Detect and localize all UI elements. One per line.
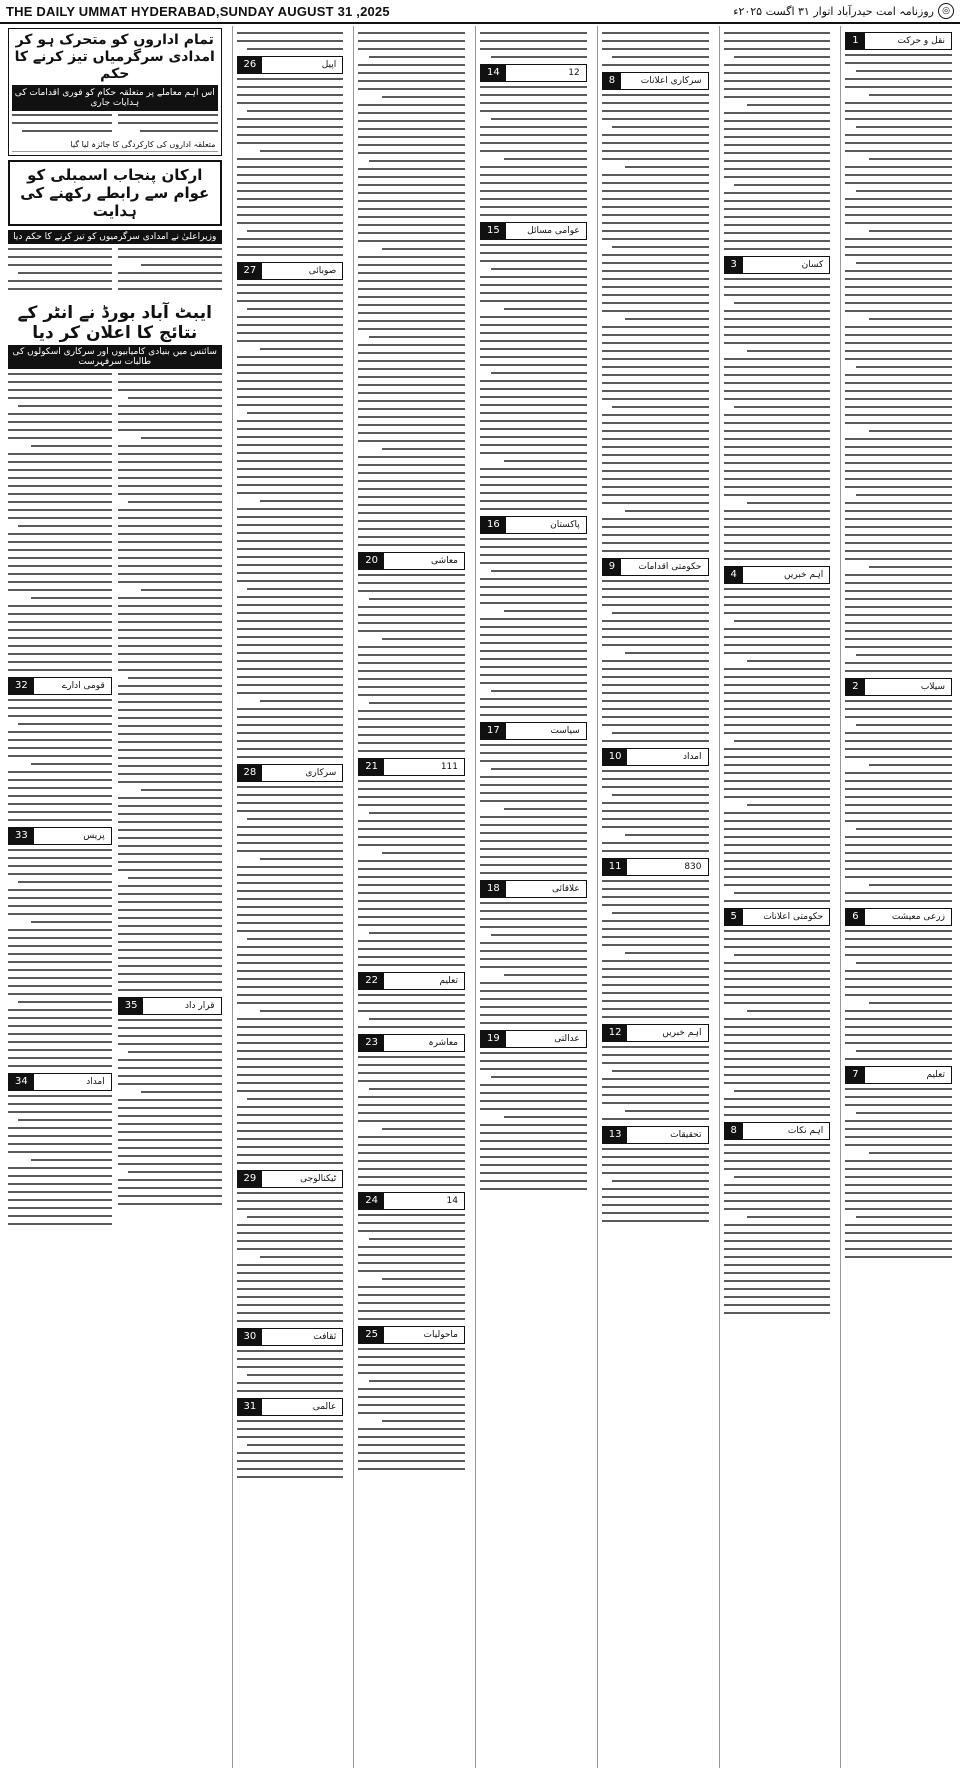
text-block <box>358 574 465 752</box>
text-block <box>480 86 587 216</box>
results-headline: ایبٹ آباد بورڈ نے انٹر کے نتائج کا اعلان کر دیا <box>17 303 212 344</box>
ummat-logo-icon: ◎ <box>938 3 954 19</box>
lead-headline: تمام اداروں کو متحرک ہو کر امدادی سرگرمیاں تیز کرنے کا حکم <box>14 32 215 82</box>
text-block <box>724 1144 831 1314</box>
section-title: نقل و حرکت <box>897 36 945 46</box>
section-header <box>724 566 831 584</box>
section-header <box>480 1030 587 1048</box>
text-block <box>358 1056 465 1186</box>
headline-band: اس اہم معاملے پر متعلقہ حکام کو فوری اقدامات کی ہدایات جاری <box>12 85 218 111</box>
section-title: امداد <box>682 752 702 762</box>
section-header <box>237 1170 344 1188</box>
text-block <box>8 849 112 1067</box>
section-title: قومی ادارے <box>61 681 105 692</box>
section-header <box>237 56 344 74</box>
text-block <box>118 373 222 991</box>
section-title: ثقافت <box>313 1332 337 1342</box>
section-title: سرکاری اعلانات <box>640 76 702 86</box>
section-number: 13 <box>603 1127 628 1143</box>
section-header <box>8 677 112 695</box>
section-number: 10 <box>603 749 628 765</box>
section-header <box>480 516 587 534</box>
section-header <box>602 1126 709 1144</box>
section-title: عدالتی <box>554 1034 580 1044</box>
section-number: 29 <box>238 1171 263 1187</box>
section-header <box>724 256 831 274</box>
section-header <box>480 722 587 740</box>
section-title: حکومتی اعلانات <box>763 912 824 922</box>
text-block <box>480 32 587 58</box>
section-number: 19 <box>481 1031 506 1047</box>
section-header <box>237 262 344 280</box>
text-block <box>480 1052 587 1190</box>
section-number: 6 <box>846 909 864 925</box>
text-block <box>8 1095 112 1225</box>
section-header <box>118 997 222 1015</box>
section-title: 12 <box>568 68 580 78</box>
section-number: 4 <box>725 567 743 583</box>
sub-column-left <box>118 373 222 1231</box>
text-block <box>237 786 344 1164</box>
section-number: 28 <box>238 765 263 781</box>
section-header <box>602 858 709 876</box>
text-block <box>724 278 831 560</box>
section-title: اہم نکات <box>787 1126 824 1136</box>
section-title: صوبائی <box>308 266 337 276</box>
section-number: 22 <box>359 973 384 989</box>
text-block <box>602 1148 709 1222</box>
text-block <box>724 588 831 902</box>
text-block <box>8 373 112 671</box>
section-title: 111 <box>440 762 458 772</box>
headline-band: سائنس میں بنیادی کامیابیوں اور سرکاری اسکولوں کی طالبات سرفہرست <box>8 345 222 369</box>
section-number: 34 <box>9 1074 34 1090</box>
section-number: 33 <box>9 828 34 844</box>
text-block <box>358 1348 465 1470</box>
text-block <box>845 930 952 1060</box>
text-block <box>12 114 112 138</box>
boxed-headline: ارکان پنجاب اسمبلی کو عوام سے رابطے رکھنے کی ہدایت <box>8 160 222 226</box>
text-block <box>358 994 465 1028</box>
section-header <box>358 552 465 570</box>
section-header <box>8 827 112 845</box>
section-number: 35 <box>119 998 144 1014</box>
text-block <box>602 880 709 1018</box>
text-block <box>480 538 587 716</box>
section-number: 26 <box>238 57 263 73</box>
section-header <box>480 64 587 82</box>
section-number: 1 <box>846 33 864 49</box>
section-header <box>602 558 709 576</box>
text-block <box>602 770 709 852</box>
text-block <box>237 32 344 50</box>
text-block <box>724 930 831 1116</box>
section-header <box>480 222 587 240</box>
section-title: علاقائی <box>551 884 580 894</box>
section-number: 5 <box>725 909 743 925</box>
section-number: 24 <box>359 1193 384 1209</box>
text-block <box>602 32 709 66</box>
section-number: 15 <box>481 223 506 239</box>
headline-band: وزیراعلیٰ نے امدادی سرگرمیوں کو تیز کرنے کا حکم دیا <box>8 230 222 244</box>
section-header <box>845 678 952 696</box>
section-title: پاکستان <box>550 520 580 530</box>
section-title: معاشی <box>431 556 458 566</box>
lead-story-box <box>8 28 222 156</box>
section-title: اہم خبریں <box>784 570 824 580</box>
section-number: 32 <box>9 678 34 694</box>
section-header <box>8 1073 112 1091</box>
section-number: 27 <box>238 263 263 279</box>
section-header <box>724 1122 831 1140</box>
text-split <box>8 248 222 296</box>
section-header <box>358 1034 465 1052</box>
section-header <box>358 1326 465 1344</box>
subheadline: متعلقہ اداروں کی کارکردگی کا جائزہ لیا گیا <box>12 138 218 152</box>
text-block <box>480 902 587 1024</box>
section-number: 3 <box>725 257 743 273</box>
section-header <box>845 32 952 50</box>
section-title: ماحولیات <box>423 1330 458 1340</box>
section-title: معاشرہ <box>428 1038 458 1048</box>
text-block <box>845 54 952 672</box>
section-header <box>237 1398 344 1416</box>
text-block <box>358 32 465 546</box>
section-header <box>358 972 465 990</box>
section-number: 21 <box>359 759 384 775</box>
section-title: تعلیم <box>439 976 458 986</box>
text-block <box>118 114 218 138</box>
section-title: کسان <box>801 260 824 270</box>
masthead-title-urdu: روزنامہ امت حیدرآباد اتوار ۳۱ اگست ۲۰۲۵ء <box>733 4 934 18</box>
section-number: 20 <box>359 553 384 569</box>
section-number: 30 <box>238 1329 263 1345</box>
text-block <box>358 1214 465 1320</box>
section-number: 8 <box>725 1123 743 1139</box>
text-block <box>237 78 344 256</box>
text-block <box>602 580 709 742</box>
section-header <box>237 1328 344 1346</box>
section-title: حکومتی اقدامات <box>638 562 702 572</box>
section-number: 18 <box>481 881 506 897</box>
section-number: 25 <box>359 1327 384 1343</box>
text-block <box>602 94 709 552</box>
section-header <box>602 748 709 766</box>
section-title: تعلیم <box>926 1070 945 1080</box>
masthead-urdu <box>733 3 954 19</box>
section-header <box>602 72 709 90</box>
sub-column-right <box>8 373 112 1231</box>
section-title: سیاست <box>550 726 580 736</box>
section-header <box>237 764 344 782</box>
text-block <box>237 1420 344 1478</box>
section-number: 8 <box>603 73 621 89</box>
section-header <box>358 1192 465 1210</box>
text-block <box>8 699 112 821</box>
section-number: 12 <box>603 1025 628 1041</box>
section-title: سیلاب <box>920 682 945 692</box>
text-block <box>724 32 831 250</box>
section-header <box>724 908 831 926</box>
bottom-split <box>8 373 222 1231</box>
section-header <box>358 758 465 776</box>
section-number: 31 <box>238 1399 263 1415</box>
text-block <box>8 248 112 296</box>
section-header <box>845 908 952 926</box>
columns <box>4 26 956 1768</box>
section-number: 16 <box>481 517 506 533</box>
text-block <box>237 1192 344 1322</box>
section-title: ٹیکنالوجی <box>300 1174 337 1184</box>
section-number: 9 <box>603 559 621 575</box>
section-header <box>602 1024 709 1042</box>
section-number: 17 <box>481 723 506 739</box>
section-title: امداد <box>86 1077 105 1088</box>
section-title: عوامی مسائل <box>527 226 580 236</box>
text-block <box>480 744 587 874</box>
column-5 <box>353 26 469 1768</box>
column-1 <box>840 26 956 1768</box>
masthead-title-english: THE DAILY UMMAT HYDERABAD,SUNDAY AUGUST 31 ,2025 <box>6 3 390 19</box>
section-number: 11 <box>603 859 628 875</box>
column-4 <box>475 26 591 1768</box>
section-title: 830 <box>684 862 702 872</box>
section-title: تحقیقات <box>670 1130 702 1140</box>
text-block <box>845 700 952 902</box>
text-block <box>118 248 222 296</box>
section-number: 2 <box>846 679 864 695</box>
column-6 <box>232 26 348 1768</box>
text-block <box>118 1019 222 1205</box>
section-title: 14 <box>446 1196 458 1206</box>
section-header <box>480 880 587 898</box>
section-number: 23 <box>359 1035 384 1051</box>
text-block <box>602 1046 709 1120</box>
text-block <box>480 244 587 510</box>
section-title: اہم خبریں <box>662 1028 702 1038</box>
text-block <box>237 284 344 758</box>
column-2 <box>719 26 835 1768</box>
section-number: 7 <box>846 1067 864 1083</box>
section-title: سرکاری <box>305 768 337 778</box>
section-number: 14 <box>481 65 506 81</box>
section-title: اپیل <box>321 60 337 70</box>
column-3 <box>597 26 713 1768</box>
text-block <box>845 1088 952 1258</box>
section-title: عالمی <box>312 1402 337 1412</box>
text-block <box>358 780 465 966</box>
section-title: پریس <box>83 831 105 842</box>
text-block <box>237 1350 344 1392</box>
section-header <box>845 1066 952 1084</box>
masthead <box>0 0 960 24</box>
lead-text-split <box>12 114 218 138</box>
section-title: قرار داد <box>185 1001 215 1012</box>
section-title: زرعی معیشت <box>891 912 945 922</box>
left-feature-area <box>4 26 226 1768</box>
